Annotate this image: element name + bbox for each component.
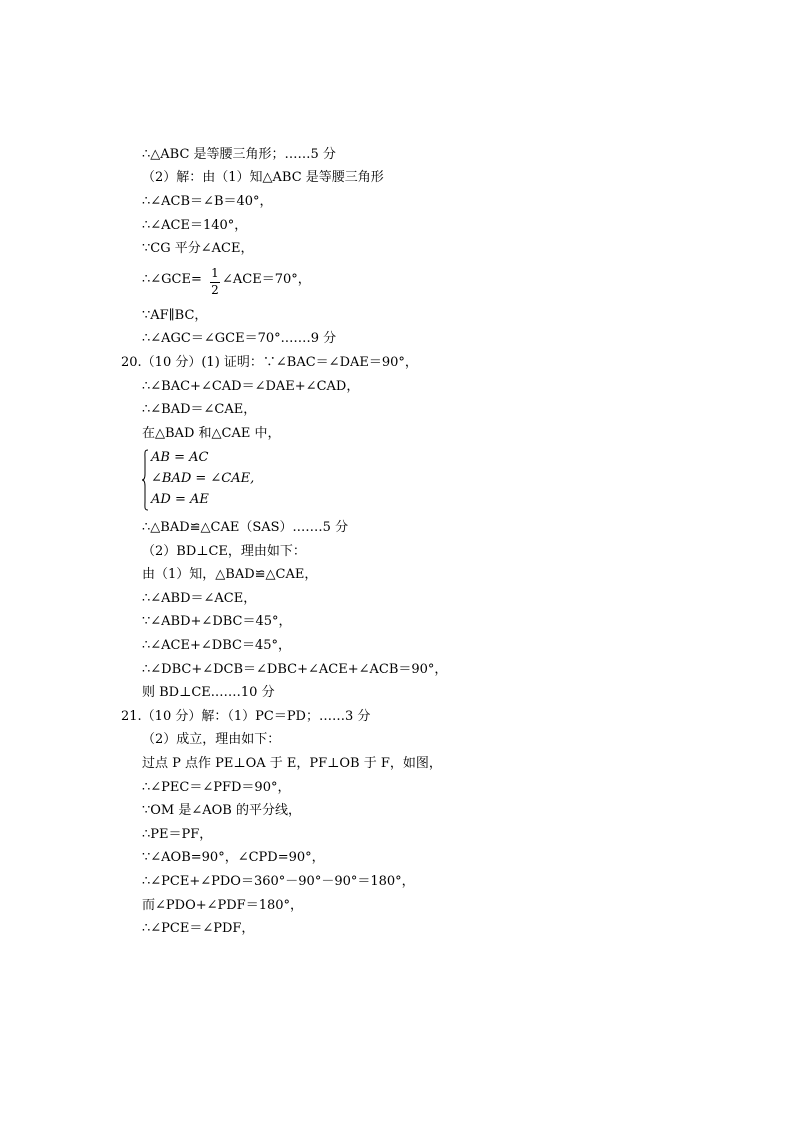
text-line: ∴△ABC 是等腰三角形；……5 分 bbox=[142, 147, 336, 162]
equation-row: ∠BAD = ∠CAE, bbox=[151, 471, 255, 486]
text-line: 过点 P 点作 PE⊥OA 于 E，PF⊥OB 于 F，如图， bbox=[142, 756, 442, 771]
equation-row: AD = AE bbox=[151, 492, 209, 507]
text-line: ∵OM 是∠AOB 的平分线， bbox=[142, 803, 301, 818]
text-line: ∵∠AOB=90°，∠CPD=90°， bbox=[142, 850, 325, 865]
text-line: （2）解：由（1）知△ABC 是等腰三角形 bbox=[142, 170, 384, 185]
text-line: ∴∠PCE+∠PDO＝360°－90°－90°＝180°， bbox=[142, 874, 415, 889]
text-line: 而∠PDO+∠PDF＝180°， bbox=[142, 898, 304, 913]
text-line: ∵CG 平分∠ACE， bbox=[142, 241, 254, 256]
text-line: 在△BAD 和△CAE 中， bbox=[142, 426, 281, 441]
text-line: ∴∠PCE＝∠PDF， bbox=[142, 921, 255, 936]
text-line: ∴∠ABD＝∠ACE， bbox=[142, 591, 257, 606]
text-line: ∵AF∥BC， bbox=[142, 308, 208, 323]
question-heading: 21.（10 分）解：（1）PC＝PD；……3 分 bbox=[121, 709, 371, 724]
text-line: ∴∠AGC＝∠GCE＝70°.……9 分 bbox=[142, 331, 337, 346]
text-line: ∴∠GCE= bbox=[142, 272, 202, 287]
text-line: 由（1）知，△BAD≌△CAE， bbox=[142, 567, 318, 582]
equation-row: AB = AC bbox=[151, 450, 209, 465]
text-line: （2）BD⊥CE，理由如下： bbox=[142, 544, 306, 559]
text-line: ∴∠PEC＝∠PFD＝90°， bbox=[142, 780, 291, 795]
text-line: ∴∠ACE+∠DBC＝45°， bbox=[142, 638, 291, 653]
text-line: ∴∠DBC+∠DCB＝∠DBC+∠ACE+∠ACB＝90°， bbox=[142, 662, 448, 677]
question-heading: 20.（10 分）(1) 证明：∵∠BAC＝∠DAE＝90°， bbox=[121, 355, 418, 370]
text-line: ∴PE＝PF， bbox=[142, 827, 213, 842]
text-line: ∴∠ACE＝140°， bbox=[142, 218, 248, 233]
left-brace-icon bbox=[141, 449, 149, 511]
text-line: ∵∠ABD+∠DBC＝45°， bbox=[142, 614, 292, 629]
text-line: ∴∠BAD＝∠CAE， bbox=[142, 402, 257, 417]
fraction-denominator: 2 bbox=[211, 283, 219, 297]
text-line: ∠ACE＝70°， bbox=[222, 272, 311, 287]
fraction-numerator: 1 bbox=[211, 266, 219, 280]
text-line: 则 BD⊥CE.……10 分 bbox=[142, 685, 275, 700]
text-line: ∴△BAD≌△CAE（SAS）.……5 分 bbox=[142, 520, 349, 535]
text-line: （2）成立，理由如下： bbox=[142, 732, 281, 747]
text-line: ∴∠BAC+∠CAD＝∠DAE+∠CAD， bbox=[142, 379, 360, 394]
text-line: ∴∠ACB＝∠B＝40°， bbox=[142, 194, 273, 209]
